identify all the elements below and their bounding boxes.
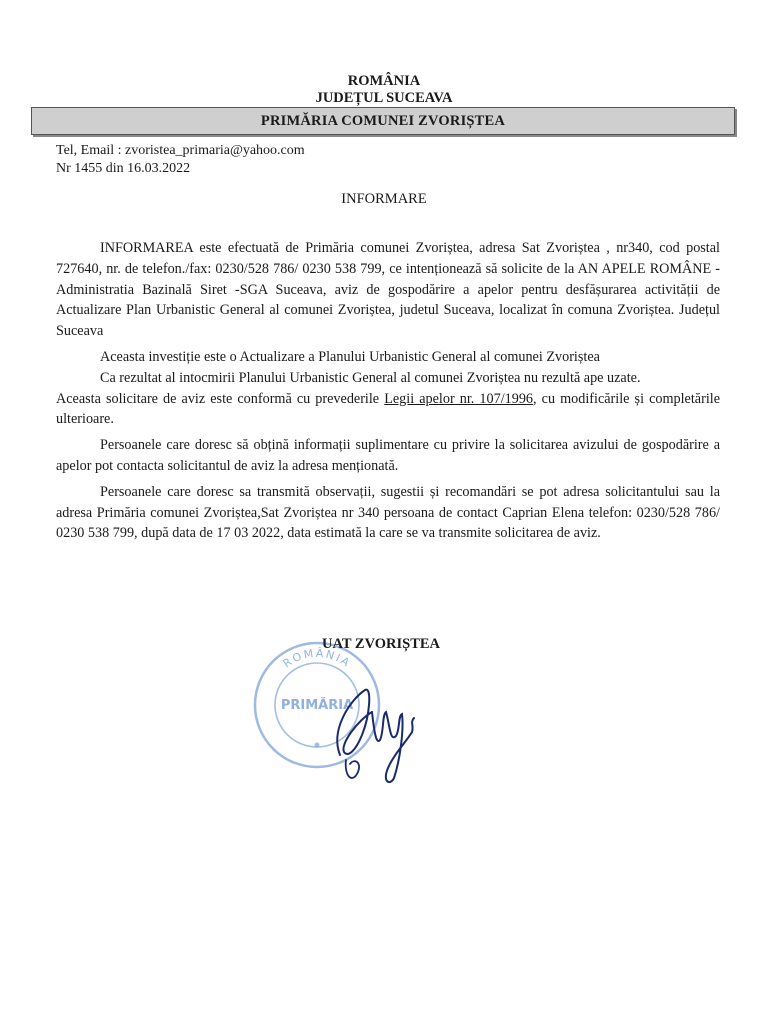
signature-block xyxy=(240,630,500,780)
header-country: ROMÂNIA xyxy=(347,73,421,89)
registration-number-line: Nr 1455 din 16.03.2022 xyxy=(56,161,191,176)
paragraph-information: Persoanele care doresc să obțină informații suplimentare cu privire la solicitarea avizului de gospodărire a apelor pot contacta solicitantul de aviz la adresa menționată. xyxy=(56,437,720,474)
paragraph-observations: Persoanele care doresc sa transmită observații, sugestii și recomandări se pot adresa solicitantului sau la adresa Primăria comunei Zvoriștea,Sat Zvoriștea nr 340 persoana de contact Caprian Elena telefon: 0230/528 786/ 0230 538 799, după data de 17 03 2022, data estimată la care se va transmite solicitarea de aviz. xyxy=(56,483,720,542)
paragraph-investment: Aceasta investiție este o Actualizare a Planului Urbanistic General al comunei Zvoriștea xyxy=(100,348,600,365)
law-reference: Legii apelor nr. 107/1996 xyxy=(384,390,534,407)
paragraph-intro: INFORMAREA este efectuată de Primăria comunei Zvoriștea, adresa Sat Zvoriștea , nr340, cod postal 727640, nr. de telefon./fax: 0230/528 786/ 0230 538 799, ce intenționează să solicite de la AN APELE ROMÂNE -Administratia Bazinală Siret -SGA Suceava, aviz de gospodărire a apelor pentru desfășurarea activității de Actualizare Plan Urbanistic General al comunei Zvoriștea, judetul Suceava, localizat în comuna Zvoriștea. Județul Suceava xyxy=(56,240,720,340)
stamp-center-text: PRIMĂRIA xyxy=(280,698,354,713)
handwritten-signature xyxy=(310,660,450,790)
paragraph-compliance xyxy=(56,389,720,431)
header-county: JUDEȚUL SUCEAVA xyxy=(315,90,453,106)
paragraph-result: Ca rezultat al intocmirii Planului Urbanistic General al comunei Zvoriștea nu rezultă ape uzate. xyxy=(100,369,641,386)
document-title: INFORMARE xyxy=(341,191,427,207)
document-body xyxy=(56,238,720,544)
stamp-arc-text: ROMÂNIA xyxy=(280,646,354,671)
compliance-text-before: Aceasta solicitare de aviz este conformă cu prevederile xyxy=(56,390,385,407)
contact-email-line: Tel, Email : zvoristea_primaria@yahoo.com xyxy=(56,143,305,158)
contact-block xyxy=(56,142,305,178)
compliance-text-after: , cu modificările și completările ulterioare. xyxy=(56,390,720,428)
signatory-label: UAT ZVORIȘTEA xyxy=(322,636,441,652)
header-institution-banner: PRIMĂRIA COMUNEI ZVORIȘTEA xyxy=(31,107,735,135)
